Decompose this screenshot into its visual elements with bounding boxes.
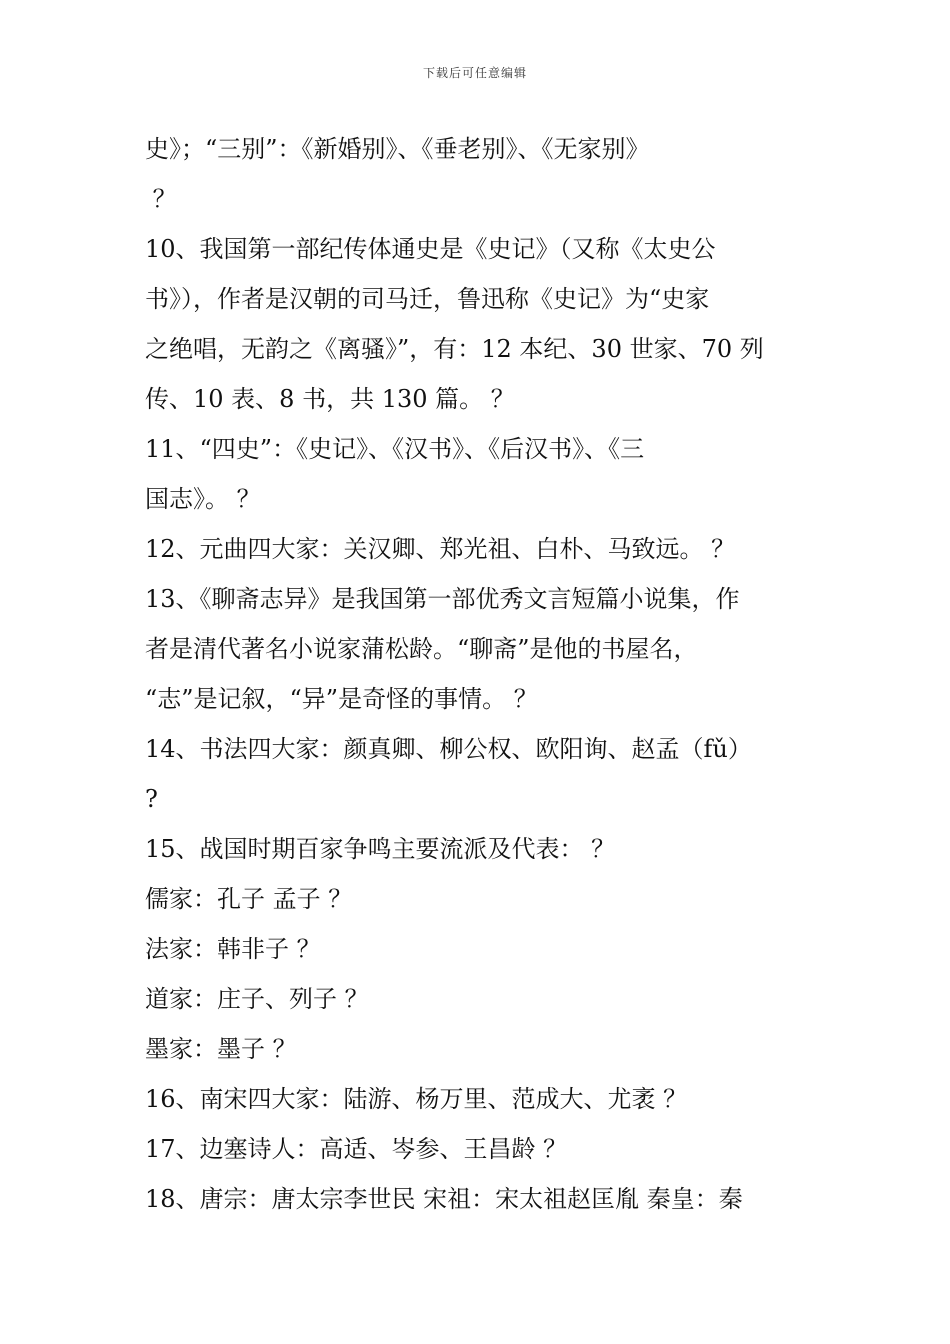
text-line: 12、元曲四大家：关汉卿、郑光祖、白朴、马致远。 ？	[145, 535, 736, 563]
text-line: 之绝唱，无韵之《离骚》”，有：12 本纪、30 世家、70 列	[145, 335, 764, 363]
page-header: 下载后可任意编辑	[422, 66, 527, 80]
text-line: 14、书法四大家：颜真卿、柳公权、欧阳询、赵孟（fǔ）	[145, 735, 752, 763]
text-line: 者是清代著名小说家蒲松龄。“聊斋”是他的书屋名，	[145, 635, 698, 663]
text-line: ？	[145, 185, 177, 213]
text-line: 15、战国时期百家争鸣主要流派及代表： ？	[145, 835, 616, 863]
text-line: 道家：庄子、列子 ？	[145, 985, 369, 1013]
text-line: 国志》。 ？	[145, 485, 261, 513]
text-line: 11、“四史”：《史记》、《汉书》、《后汉书》、《三	[145, 435, 645, 463]
text-line: 史》；“三别”：《新婚别》、《垂老别》、《无家别》	[145, 135, 650, 163]
document-body	[145, 124, 810, 1224]
text-line: 16、南宋四大家：陆游、杨万里、范成大、尤袤 ？	[145, 1085, 688, 1113]
text-line: 墨家：墨子 ？	[145, 1035, 297, 1063]
text-line: 传、10 表、8 书，共 130 篇。 ？	[145, 385, 515, 413]
text-line: 10、我国第一部纪传体通史是《史记》（又称《太史公	[145, 235, 716, 263]
text-line: 儒家：孔子 孟子 ？	[145, 885, 353, 913]
text-line: 17、边塞诗人：高适、岑参、王昌龄 ？	[145, 1135, 568, 1163]
text-line: “志”是记叙，“异”是奇怪的事情。 ？	[145, 685, 538, 713]
text-line: ?	[145, 785, 158, 813]
text-line: 书》），作者是汉朝的司马迁，鲁迅称《史记》为“史家	[145, 285, 710, 313]
text-line: 13、《聊斋志异》是我国第一部优秀文言短篇小说集，作	[145, 585, 740, 613]
text-line: 法家：韩非子 ？	[145, 935, 321, 963]
text-line: 18、唐宗：唐太宗李世民 宋祖：宋太祖赵匡胤 秦皇：秦	[145, 1185, 743, 1213]
